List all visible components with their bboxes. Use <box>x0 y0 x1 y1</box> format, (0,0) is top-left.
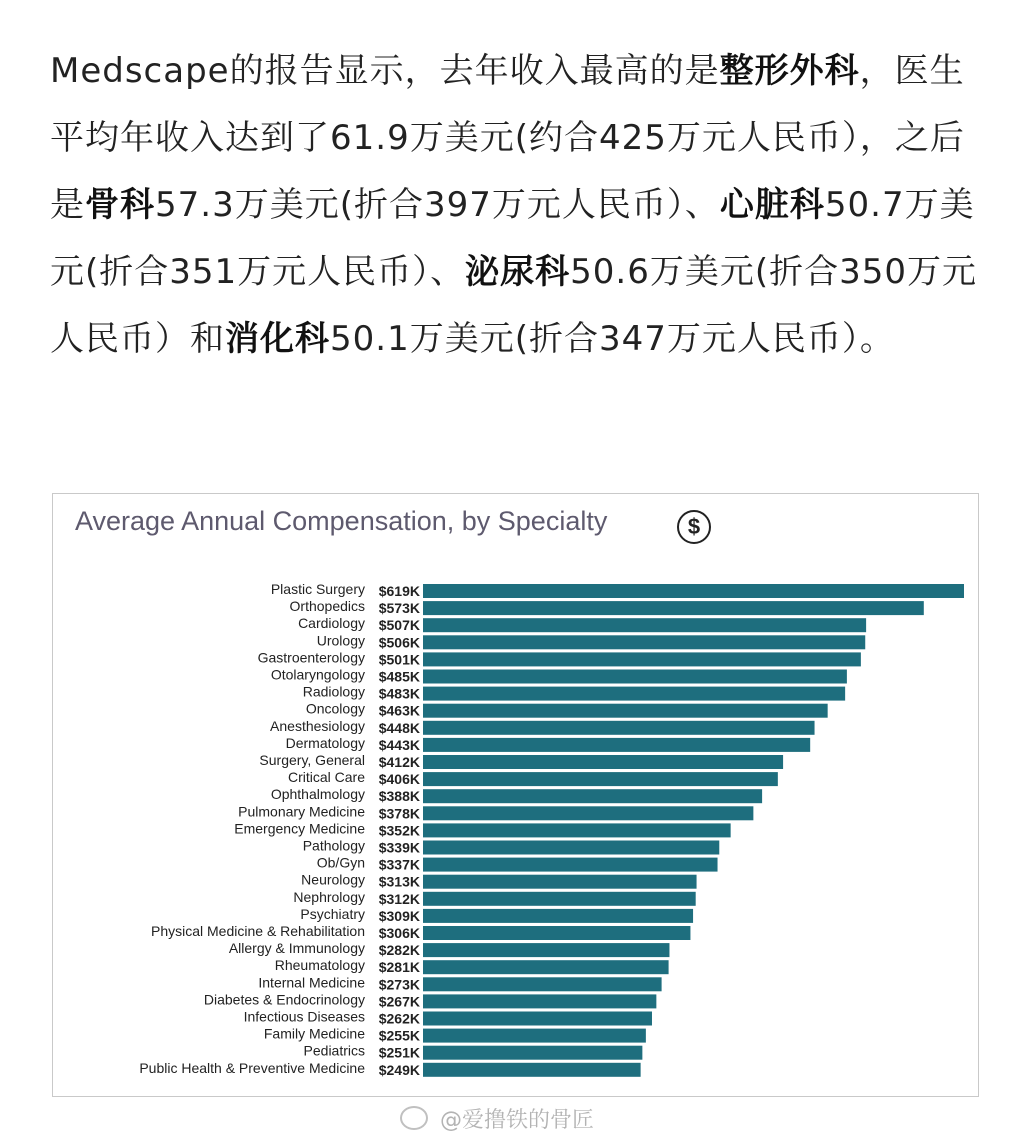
intro-text-1: Medscape的报告显示，去年收入最高的是 <box>50 51 720 91</box>
bar <box>423 584 964 598</box>
category-label: Critical Care <box>287 769 365 786</box>
intro-bold-plastic-surgery: 整形外科 <box>719 51 860 91</box>
value-label: $507K <box>378 617 420 634</box>
bar <box>423 687 845 701</box>
chart-container <box>52 493 979 1097</box>
bar-chart <box>53 494 978 1096</box>
intro-text-4: 50.7万美元(折合351万元人民币）、 <box>50 185 975 292</box>
intro-bold-orthopedics: 骨科 <box>85 185 155 225</box>
bar <box>423 926 690 940</box>
chart-title: Average Annual Compensation, by Specialty <box>75 506 608 536</box>
weibo-logo-icon <box>400 1106 428 1130</box>
value-label: $306K <box>378 925 420 941</box>
value-label: $412K <box>378 754 420 770</box>
value-label: $448K <box>378 719 420 736</box>
value-label: $262K <box>378 1010 420 1027</box>
value-label: $312K <box>378 890 420 907</box>
bar <box>423 1063 641 1077</box>
bar <box>423 721 815 735</box>
bar <box>423 738 810 752</box>
bar <box>423 858 718 872</box>
value-label: $406K <box>378 771 420 788</box>
intro-text-5: 50.6万美元(折合350万元人民币）和 <box>50 252 978 359</box>
category-label: Allergy & Immunology <box>228 940 365 957</box>
value-label: $501K <box>378 651 420 668</box>
bar <box>423 670 847 684</box>
bar <box>423 601 924 615</box>
category-label: Nephrology <box>293 888 365 905</box>
value-label: $388K <box>378 788 420 805</box>
bar <box>423 841 719 855</box>
value-label: $251K <box>378 1044 420 1061</box>
value-label: $313K <box>378 873 420 890</box>
value-label: $573K <box>378 600 420 617</box>
bar <box>423 635 865 649</box>
value-label: $281K <box>378 959 420 976</box>
intro-text-2: ，医生平均年收入达到了61.9万美元(约合425万元人民币），之后是 <box>50 51 965 225</box>
dollar-circle-icon: $ <box>677 510 711 544</box>
value-label: $267K <box>378 993 420 1010</box>
bar <box>423 943 669 957</box>
category-label: Rheumatology <box>274 957 365 974</box>
value-label: $249K <box>378 1061 420 1078</box>
category-label: Ophthalmology <box>270 786 365 803</box>
category-label: Diabetes & Endocrinology <box>203 991 365 1008</box>
value-label: $443K <box>378 736 420 753</box>
bar <box>423 618 866 632</box>
category-label: Psychiatry <box>300 905 365 922</box>
value-label: $485K <box>378 668 420 685</box>
bar <box>423 892 696 906</box>
category-label: Anesthesiology <box>270 717 365 734</box>
bar <box>423 1012 652 1026</box>
category-label: Oncology <box>305 700 365 717</box>
intro-bold-cardiology: 心脏科 <box>719 185 825 225</box>
bar <box>423 704 828 718</box>
value-label: $339K <box>378 839 420 856</box>
category-label: Radiology <box>302 683 365 700</box>
category-label: Pediatrics <box>303 1042 365 1059</box>
watermark: @爱撸铁的骨匠 <box>440 1108 595 1133</box>
category-label: Plastic Surgery <box>270 581 365 597</box>
category-label: Public Health & Preventive Medicine <box>139 1059 365 1076</box>
bar <box>423 772 778 786</box>
bar <box>423 652 861 666</box>
value-label: $378K <box>378 805 420 822</box>
value-label: $619K <box>378 583 420 599</box>
category-label: Emergency Medicine <box>234 820 365 837</box>
intro-text-6: 50.1万美元(折合347万元人民币）。 <box>330 319 895 359</box>
bar <box>423 994 656 1008</box>
category-label: Gastroenterology <box>257 649 365 666</box>
bar <box>423 806 753 820</box>
bar <box>423 909 693 923</box>
value-label: $309K <box>378 907 420 924</box>
category-label: Internal Medicine <box>258 974 365 991</box>
category-label: Dermatology <box>285 734 365 751</box>
bar <box>423 977 662 991</box>
value-label: $506K <box>378 634 420 651</box>
category-label: Orthopedics <box>289 598 365 615</box>
value-label: $255K <box>378 1027 420 1044</box>
intro-text-3: 57.3万美元(折合397万元人民币）、 <box>155 185 720 225</box>
category-label: Pathology <box>302 837 365 854</box>
value-label: $273K <box>378 976 420 993</box>
value-label: $463K <box>378 702 420 719</box>
category-label: Neurology <box>301 871 365 888</box>
bar <box>423 1046 642 1060</box>
category-label: Pulmonary Medicine <box>238 803 365 820</box>
bar <box>423 960 669 974</box>
intro-bold-urology: 泌尿科 <box>465 252 571 292</box>
value-label: $352K <box>378 822 420 839</box>
value-label: $483K <box>378 685 420 702</box>
category-label: Cardiology <box>298 615 365 632</box>
bar <box>423 875 697 889</box>
value-label: $282K <box>378 942 420 959</box>
category-label: Physical Medicine & Rehabilitation <box>151 923 365 939</box>
bar <box>423 1029 646 1043</box>
category-label: Infectious Diseases <box>243 1008 365 1025</box>
category-label: Urology <box>316 632 365 649</box>
bar <box>423 755 783 769</box>
value-label: $337K <box>378 856 420 873</box>
intro-bold-gastroenterology: 消化科 <box>225 319 330 359</box>
category-label: Family Medicine <box>263 1025 365 1042</box>
intro-paragraph <box>50 38 990 373</box>
bar <box>423 823 731 837</box>
category-label: Ob/Gyn <box>316 854 365 871</box>
category-label: Surgery, General <box>259 752 365 768</box>
category-label: Otolaryngology <box>270 666 365 683</box>
bar <box>423 789 762 803</box>
